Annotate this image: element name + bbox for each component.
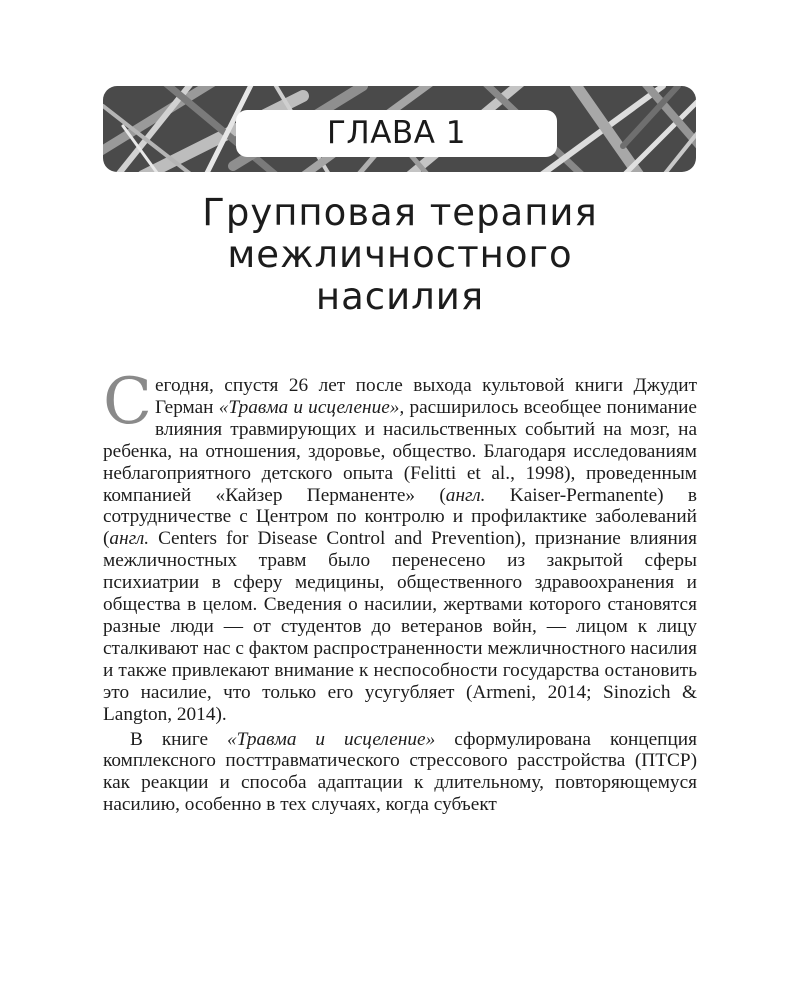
chapter-label-box <box>236 110 557 157</box>
p1-text-3: Kaiser-Permanente) в сотрудничестве с Центром по контролю и профилактике заболеваний ( <box>103 484 697 550</box>
p1-engl-abbrev-2: англ. <box>109 528 150 550</box>
title-line-2: межличностного <box>227 233 573 276</box>
title-line-1: Групповая терапия <box>202 191 598 234</box>
p1-book-title: «Травма и исцеление», <box>218 396 405 418</box>
paragraph-2 <box>103 729 697 817</box>
chapter-title <box>120 192 680 318</box>
drop-cap: С <box>103 365 152 439</box>
p1-text-2: расширилось всеобщее понимание влияния травмирующих и насильственных событий на мозг, на ребенка, на отношения, здоровье, общество. Благодаря исследованиям неблагоприятного детского опыта (Felitti et al., 1998), проведенным компанией «Кайзер Перманенте» ( <box>103 396 697 506</box>
p1-engl-abbrev-1: англ. <box>445 484 486 506</box>
body-text <box>103 365 697 816</box>
p2-text-2: сформулирована концепция комплексного посттравматического стрессового расстройства (ПТСР) как реакции и способа адаптации к длительному, повторяющемуся насилию, особенно в тех случаях, когда субъект <box>103 728 697 816</box>
p1-text-4: Centers for Disease Control and Prevention), признание влияния межличностных травм было перенесено из закрытой сферы психиатрии в сферу медицины, общественного здравоохранения и общества в целом. Сведения о насилии, жертвами которого становятся разные люди — от студентов до ветеранов войн, — лицом к лицу сталкивают нас с фактом распространенности межличностного насилия и также привлекают внимание к неспособности государства остановить это насилие, что только его усугубляет (Armeni, 2014; Sinozich & Langton, 2014). <box>103 528 697 725</box>
p2-book-title: «Травма и исцеление» <box>226 728 436 750</box>
paragraph-1 <box>103 365 697 726</box>
p1-text-1: егодня, спустя 26 лет после выхода культовой книги Джудит Герман <box>154 375 697 418</box>
p2-text-1: В книге <box>130 728 227 750</box>
chapter-label: ГЛАВА 1 <box>327 115 466 151</box>
title-line-3: насилия <box>315 275 485 318</box>
